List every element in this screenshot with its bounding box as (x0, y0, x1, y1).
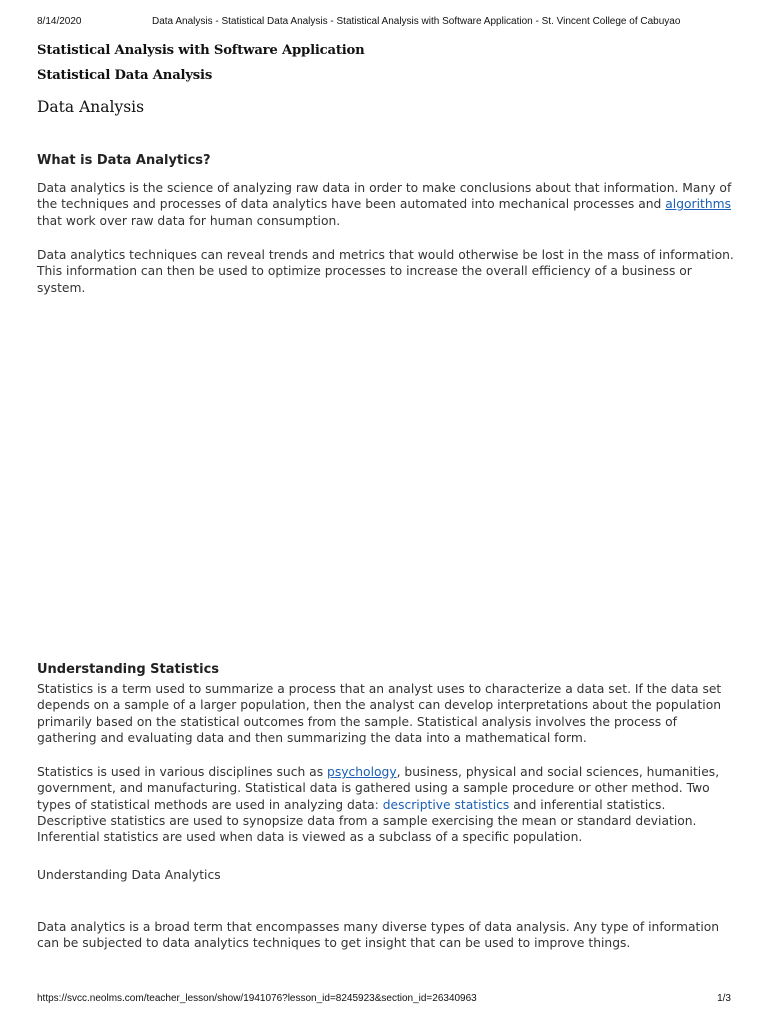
paragraph-what-is-2: Data analytics techniques can reveal trends and metrics that would otherwise be lost in the mass of information. This information can then be used to optimize processes to increase the overall efficiency of a business or system. (37, 248, 734, 295)
print-url: https://svcc.neolms.com/teacher_lesson/show/1941076?lesson_id=8245923&section_id=26340963 (37, 993, 477, 1004)
psychology-link[interactable]: psychology (327, 765, 397, 779)
print-page-title: Data Analysis - Statistical Data Analysis - Statistical Analysis with Software Application - St. Vincent College of Cabuyao (152, 16, 681, 27)
paragraph-statistics-1: Statistics is a term used to summarize a process that an analyst uses to characterize a data set. If the data set depends on a sample of a larger population, then the analyst can develop interpretations about the population primarily based on the statistical outcomes from the sample. Statistical analysis involves the process of gathering and evaluating data and then summarizing the data into a mathematical form. (37, 682, 722, 745)
paragraph-text: Statistics is used in various disciplines such as (37, 765, 328, 779)
breadcrumb-section[interactable]: Statistical Data Analysis (37, 68, 213, 83)
paragraph-text: , business, physical and social sciences, humanities, government, and manufacturing. Statistical data is gathered using a sample procedure or other method. Two types of statistical methods are used in analyzing data (37, 765, 720, 812)
paragraph-statistics-2 (37, 764, 737, 845)
heading-understanding-data-analytics: Understanding Data Analytics (37, 868, 221, 882)
page-title: Data Analysis (37, 98, 145, 116)
algorithms-link[interactable]: algorithms (665, 197, 732, 212)
paragraph-analytics-1: Data analytics is a broad term that encompasses many diverse types of data analysis. Any type of information can be subjected to data analytics techniques to get insight that can be used to improve things. (37, 920, 720, 951)
print-page-number: 1/3 (717, 993, 731, 1004)
paragraph-what-is-1 (37, 180, 737, 229)
paragraph-text: Data analytics is the science of analyzing raw data in order to make conclusions about that information. Many of the techniques and processes of data analytics have been automated into mechanical processes and (37, 181, 732, 212)
heading-understanding-statistics: Understanding Statistics (37, 662, 220, 677)
print-date: 8/14/2020 (37, 16, 82, 27)
paragraph-text: that work over raw data for human consumption. (37, 213, 341, 228)
heading-what-is-data-analytics: What is Data Analytics? (37, 153, 211, 168)
paragraph-text: and inferential statistics. Descriptive statistics are used to synopsize data from a sample exercising the mean or standard deviation. Inferential statistics are used when data is viewed as a subclass of a specific population. (37, 797, 697, 845)
descriptive-statistics-link[interactable]: : descriptive statistics (374, 797, 510, 812)
breadcrumb-course[interactable]: Statistical Analysis with Software Application (37, 43, 365, 58)
